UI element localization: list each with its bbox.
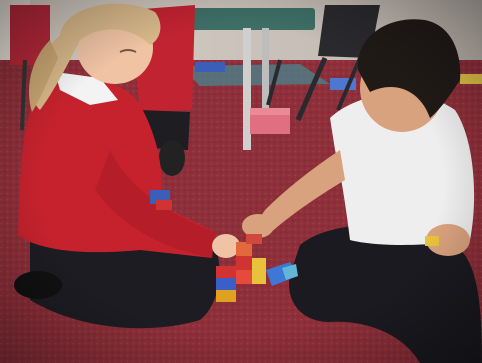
photo [0, 0, 482, 363]
classroom-photo [0, 0, 482, 363]
vignette [0, 0, 482, 363]
